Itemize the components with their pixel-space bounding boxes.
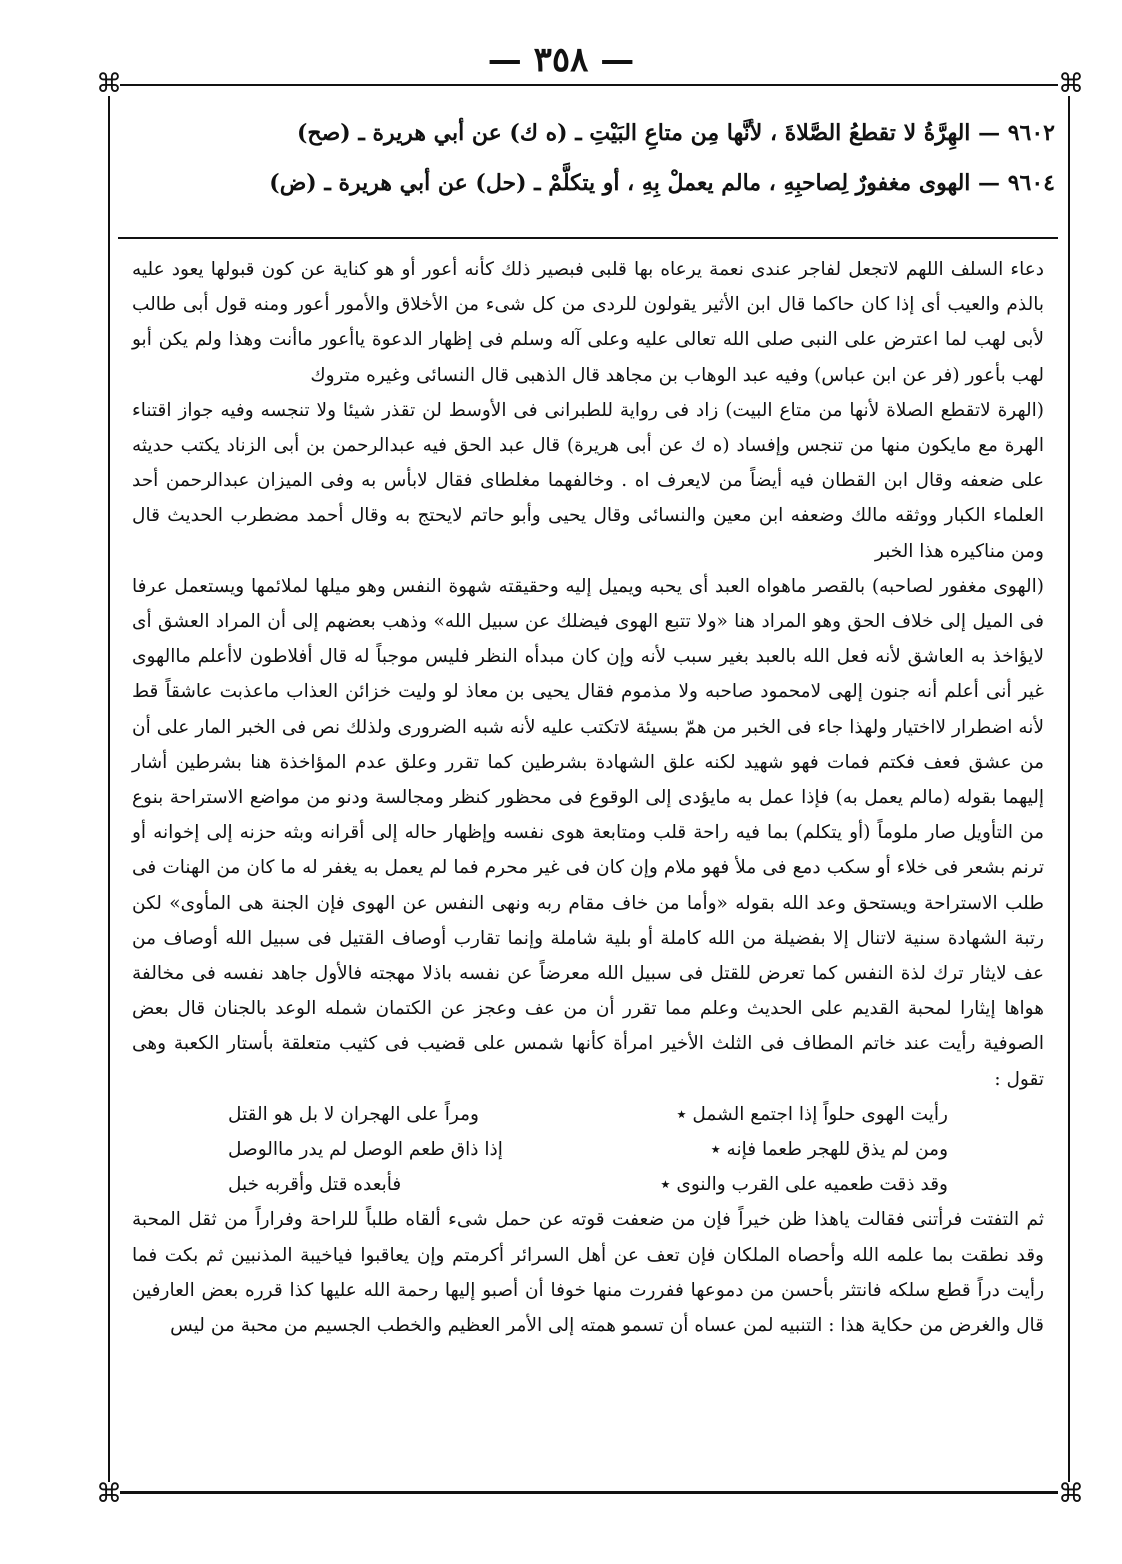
verse-second-half: فأبعده قتل وأقربه خبل xyxy=(228,1174,402,1196)
commentary-paragraph: (الهرة لاتقطع الصلاة لأنها من متاع البيت) زاد فى رواية للطبرانى فى الأوسط لن تقذر شيئا ولا تنجسه وفيه جواز اقتناء الهرة مع مايكون منها من تنجس وإفساد (ه ك عن أبى هريرة) قال عبد الحق فيه عبدالرحمن بن أبى الزناد يكتب حديثه على ضعفه وقال ابن القطان فيه أيضاً من لايعرف اه . وخالفهما مغلطاى فقال لابأس به وفى الميزان عبدالرحمن أحد العلماء الكبار ووثقه مالك وضعفه ابن معين والنسائى وقال يحيى وأبو حاتم لايحتج به وقال أحمد مضطرب الحديث قال ومن مناكيره هذا الخبر xyxy=(132,399,1044,562)
poem-verse xyxy=(178,1097,998,1132)
verse-second-half: إذا ذاق طعم الوصل لم يدر ماالوصل xyxy=(228,1139,503,1161)
hadith-9604: ٩٦٠٤ — الهوى مغفورٌ لِصاحبِهِ ، مالم يعملْ بِهِ ، أو يتكلَّمْ ـ (حل) عن أبي هريرة ـ (ض) xyxy=(269,170,1055,196)
verse-first-half: ومن لم يذق للهجر طعما فإنه ٭ xyxy=(710,1139,948,1161)
commentary-paragraph: (الهوى مغفور لصاحبه) بالقصر ماهواه العبد أى يحبه ويميل إليه وحقيقته شهوة النفس وهو ميلها لملائمها ويستعمل عرفا فى الميل إلى خلاف الحق وهو المراد هنا «ولا تتبع الهوى فيضلك عن سبيل الله» وذهب بعضهم إلى أن المراد العشق أى لايؤاخذ به العاشق لأنه فعل الله بالعبد بغير سبب لأنه وإن كان مبدأه النظر فليس موجباً له قال أفلاطون لاأعلم ماالهوى غير أنى أعلم أنه جنون إلهى لامحمود صاحبه ولا مذموم فقال يحيى بن معاذ لو وليت خزائن العذاب ماعذبت عاشقاً قط لأنه اضطرار لااختيار ولهذا جاء فى الخبر من همّ بسيئة لاتكتب عليه لأنه شبه الضرورى ولذلك نص فى الخبر المار على أن من عشق فعف فكتم فمات فهو شهيد لكنه علق الشهادة بشرطين كما تقرر وعلق عدم المؤاخذة هنا بشرطين أشار إليهما بقوله (مالم يعمل به) فإذا عمل به مايؤدى إلى الوقوع فى محظور كنظر ومجالسة ودنو من مواضع الاستراحة بنوع من التأويل صار ملوماً (أو يتكلم) بما فيه راحة قلب ومتابعة هوى نفسه وإظهار حاله إلى أقرانه وبثه حزنه إلى إخوانه أو ترنم بشعر فى خلاء أو سكب دمع فى ملأ فهو ملام وإن كان فى غير محرم فما لم يعمل به يغفر له ما كان من الهنات فى طلب الاستراحة ويستحق وعد الله بقوله «وأما من خاف مقام ربه ونهى النفس عن الهوى فإن الجنة هى المأوى» لكن رتبة الشهادة سنية لاتنال إلا بفضيلة من الله كاملة أو بلية شاملة وإنما تقارب أوصاف القتيل فى سبيل الله أوصاف من عف لايثار ترك لذة النفس كما تعرض للقتل فى سبيل الله معرضاً عن نفسه باذلا مهجته فالأول جاهد نفسه فى مخالفة هواها إيثارا لمحبة القديم على الحديث وعلم مما تقرر أن من عف وعجز عن الكتمان شمله الوعد بالجنان قال بعض الصوفية رأيت عند خاتم المطاف فى الثلث الأخير امرأة كأنها شمس على قضيب فى كثيب متعلقة بأستار الكعبة وهى تقول : xyxy=(132,575,1044,1090)
corner-ornament-icon: ⌘ xyxy=(96,69,122,99)
commentary-paragraph: ثم التفتت فرأتنى فقالت ياهذا ظن خيراً فإن من ضعفت قوته عن حمل شىء ألقاه طلباً للراحة وفراراً من ثقل المحبة وقد نطقت بما علمه الله وأحصاه الملكان فإن تعف عن أهل السرائر أكرمتم وإن يعاقبوا فياخيبة المذنبين ثم بكت فما رأيت دراً قطع سلكه فانتثر بأحسن من دموعها ففررت منها خوفا أن أصبو إليها رحمة الله عليها كذا قرره بعض العارفين قال والغرض من حكاية هذا : التنبيه لمن عساه أن تسمو همته إلى الأمر العظيم والخطب الجسيم من محبة من ليس xyxy=(132,1209,1044,1337)
hadith-list xyxy=(125,108,1055,208)
page-number: — ٣٥٨ — xyxy=(487,40,635,80)
commentary xyxy=(132,252,1044,1343)
corner-ornament-icon: ⌘ xyxy=(1058,69,1084,99)
verse-first-half: رأيت الهوى حلواً إذا اجتمع الشمل ٭ xyxy=(676,1103,948,1125)
commentary-paragraph: دعاء السلف اللهم لاتجعل لفاجر عندى نعمة يرعاه بها قلبى فبصير ذلك كأنه أعور أو هو كناية عن كون قبولها يعود عليه بالذم والعيب أى إذا كان حاكما قال ابن الأثير يقولون للردى من كل شىء من الأخلاق والأمور أعور ومنه قول أبى طالب لأبى لهب لما اعترض على النبى صلى الله تعالى عليه وعلى آله وسلم فى إظهار الدعوة ياأعور ماأنت وهذا ولم يكن أبو لهب بأعور (فر عن ابن عباس) وفيه عبد الوهاب بن مجاهد قال الذهبى قال النسائى وغيره متروك xyxy=(132,259,1044,386)
poem-verse xyxy=(178,1132,998,1167)
corner-ornament-icon: ⌘ xyxy=(96,1479,122,1509)
poem xyxy=(178,1097,998,1203)
corner-ornament-icon: ⌘ xyxy=(1058,1479,1084,1509)
verse-second-half: ومراً على الهجران لا بل هو القتل xyxy=(228,1103,479,1125)
poem-verse xyxy=(178,1167,998,1202)
verse-first-half: وقد ذقت طعميه على القرب والنوى ٭ xyxy=(660,1174,948,1196)
hadith-9602: ٩٦٠٢ — الهِرَّةُ لا تقطعُ الصَّلاةَ ، لأنَّها مِن متاعِ البَيْتِ ـ (ه ك) عن أبي هريرة ـ (صح) xyxy=(297,120,1055,146)
section-divider xyxy=(118,237,1058,239)
